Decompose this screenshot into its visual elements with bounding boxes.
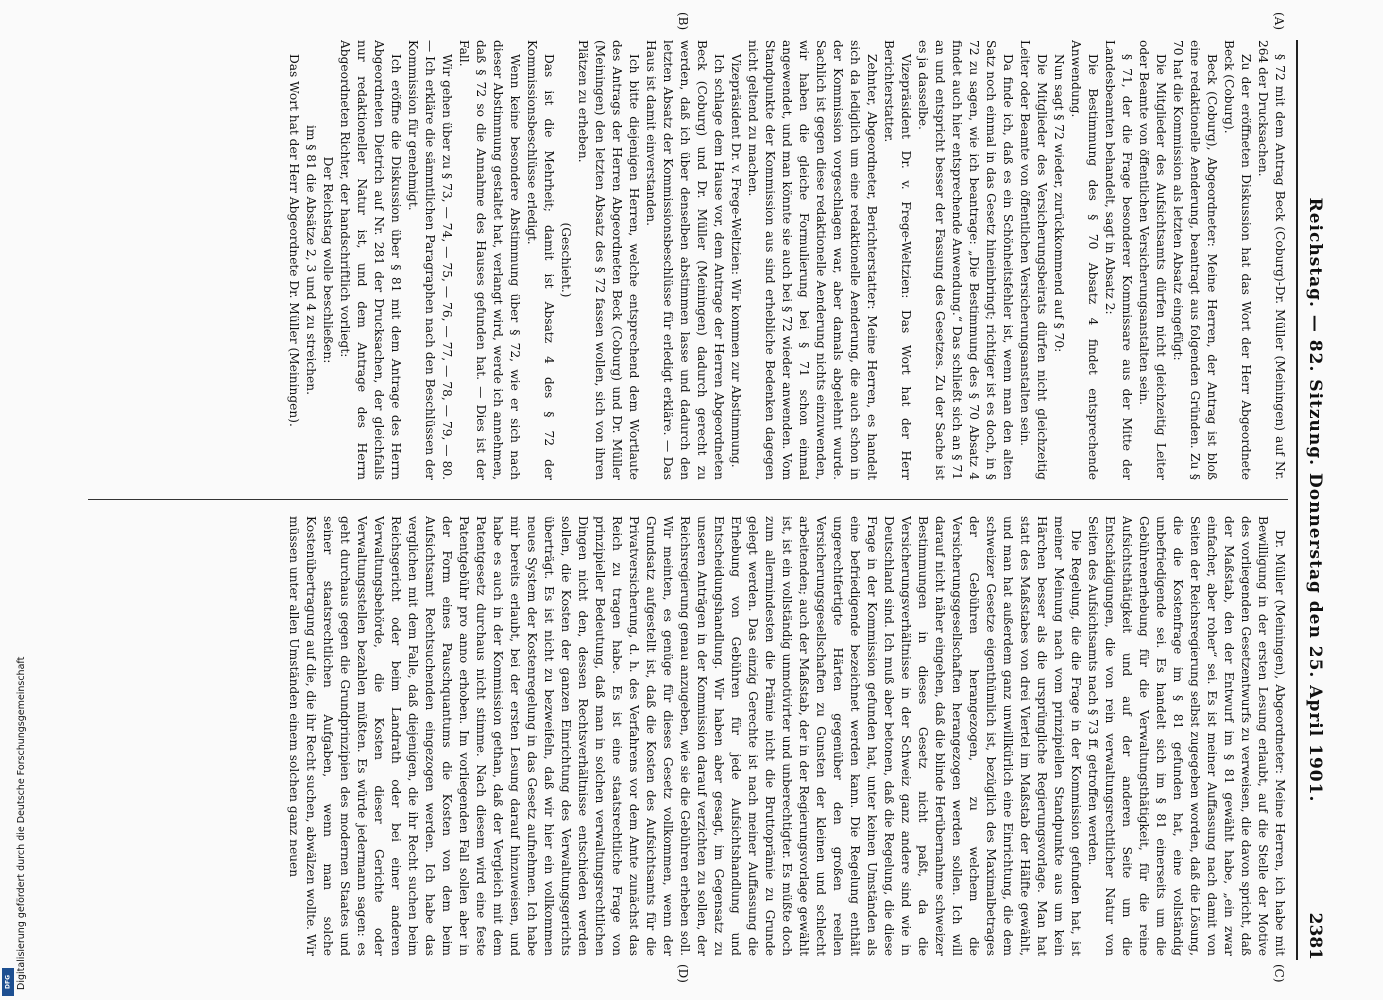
paragraph: Wenn keine besondere Abstimmung über § 72, wie er sich nach dieser Abstimmung gestaltet hat, verlangt wird, werde ich annehmen, daß § 72 so die Annahme des Hauses gefunden hat. — Dies ist der Fall. (457, 40, 522, 480)
paragraph: im § 81 die Absätze 2, 3 und 4 zu streichen. (304, 125, 318, 395)
paragraph: Nun sagt § 72 wieder, zurückkommend auf § 70: (1052, 54, 1066, 353)
page-title: Reichstag. — 82. Sitzung. Donnerstag den 25. April 1901. (1305, 197, 1325, 803)
page-number: 2381 (1305, 912, 1325, 960)
left-column (88, 40, 1288, 480)
paragraph: Vizepräsident Dr. v. Frege-Weltzien: Wir kommen zur Abstimmung. (729, 54, 743, 468)
paragraph: Ich schlage dem Hause vor, dem Antrage der Herren Abgeordneten Beck (Coburg) und Dr. Müller (Meiningen) dadurch gerecht zu werden, daß ich über denselben abstimmen lasse und dadurch den letzten Absatz der Kommissionsbeschlüsse für erledigt erkläre. — Das Haus ist damit einverstanden. (644, 40, 726, 480)
paragraph: Wir gehen über zu § 73, — 74, — 75, — 76, — 77, — 78, — 79, — 80. — Ich erkläre die sämmtlichen Paragraphen nach den Beschlüssen der Kommission für genehmigt. (406, 40, 454, 480)
margin-mark-c: (C) (1272, 964, 1286, 983)
paragraph: (Geschieht.) (559, 222, 573, 298)
paragraph: § 72 mit dem Antrag Beck (Coburg)-Dr. Müller (Meiningen) auf Nr. 264 der Drucksachen. (1256, 40, 1287, 480)
paragraph: § 71, der die Frage besonderer Kommissare aus der Mitte der Landesbeamten behandelt, sagt in Absatz 2: (1103, 40, 1134, 480)
dfg-logo-text: DFG (4, 975, 12, 990)
margin-mark-a: (A) (1272, 12, 1286, 31)
margin-mark-d: (D) (676, 964, 690, 983)
rotated-page-content (80, 12, 1330, 983)
paragraph: Die Regelung, die die Frage in der Kommission gefunden hat, ist meiner Meinung nach vom prinzipiellen Standpunkte aus um kein Härchen besser als die ursprüngliche Regierungsvorlage. Man hat statt des Maßstabes von drei Viertel im Maßstab der Hälfte gewählt, und man hat außerdem ganz unwillkürlich eine Einrichtung, die dem schweizer Gesetze eigenthümlich ist, bezüglich des Maximalbetrages der Gebühren herangezogen, zu welchem die Versicherungsgesellschaften herangezogen werden sollen. Ich will darauf nicht näher eingehen, daß die blinde Herübernahme schweizer Bestimmungen in dieses Gesetz nicht paßt, da die Versicherungsverhältnisse in der Schweiz ganz andere sind wie in Deutschland sind. Ich muß aber betonen, daß die Regelung, die diese Frage in der Kommission gefunden hat, unter keinen Umständen als eine befriedigende bezeichnet werden kann. Die Regelung enthält ungerechtfertigte Härten gegenüber den großen reellen Versicherungsgesellschaften zu Gunsten der kleinen und schlecht arbeitenden; auch der Maßstab, der in der Regierungsvorlage gewählt ist, ist ein vollständig unmotivirter und unberechtigter. Es müßte doch zum allermindesten die Prämie nicht die Bruttoprämie zu Grunde gelegt werden. Das einzig Gerechte ist nach meiner Auffassung die Erhebung von Gebühren für jede Aufsichtshandlung und Entscheidungshandlung. Wir haben aber gesagt, im Gegensatz zu unseren Anträgen in der Kommission darauf verzichten zu sollen, der Reichsregierung genau anzugeben, wie sie die Gebühren erheben soll. Wir meinten, es genüge für dieses Gesetz vollkommen, wenn der Grundsatz aufgestellt ist, daß die Kosten des Aufsichtsamts für die Privatversicherung, d. h. des Verfahrens vor dem Amte zunächst das Reich zu tragen habe. Es ist eine staatsrechtliche Frage von prinzipieller Bedeutung, daß man in solchen verwaltungsrechtlichen Dingen nicht den, dessen Rechtsverhältnisse entschieden werden sollen, die Kosten der ganzen Einrichtung des Verwaltungsgerichts überträgt. Es ist nicht zu bezweifeln, daß wir hier ein vollkommen neues System der Kostenregelung in das Gesetz aufnehmen. Ich habe mir bereits erlaubt, bei der ersten Lesung darauf hinzuweisen, und habe es auch in der Kommission gethan, daß der Vergleich mit dem Patentgesetz durchaus nicht stimme. Nach diesem wird eine feste Patentgebühr pro anno erhoben. Im vorliegenden Fall sollen aber in der Form eines Pauschquantums die Kosten von dem beim Aufsichtsamt Rechtsuchenden eingezogen werden. Ich habe das verglichen mit dem Falle, daß diejenigen, die ihr Recht suchen beim Reichsgericht oder beim Landrath oder bei einer anderen Verwaltungsbehörde, die Kosten dieser Gerichte oder Verwaltungsstellen bezahlen müßten. Es würde jedermann sagen: es geht durchaus gegen die Grundprinzipien des modernen Staates und seiner staatsrechtlichen Aufgaben, wenn man solche Kostenübertragung auf die, die ihr Recht suchen, abwälzen wollte. Wir müssen unter allen Umständen einem solchen ganz neuen (287, 516, 1083, 956)
page-header (1300, 40, 1330, 960)
paragraph: Die Mitglieder des Aufsichtsamts dürfen nicht gleichzeitig Leiter oder Beamte von öffentlichen Versicherungsanstalten sein. (1137, 40, 1168, 480)
paragraph: Zu der eröffneten Diskussion hat das Wort der Herr Abgeordnete Beck (Coburg). (1222, 40, 1253, 480)
paragraph: Ich bitte diejenigen Herren, welche entsprechend dem Wortlaute des Antrags der Herren Abgeordneten Beck (Coburg) und Dr. Müller (Meiningen) den letzten Absatz des § 72 fassen wollen, sich von ihren Plätzen zu erheben. (576, 40, 641, 480)
column-divider (88, 499, 1288, 500)
dfg-logo (2, 968, 14, 996)
paragraph: Da finde ich, daß es ein Schönheitsfehler ist, wenn man den alten Satz noch einmal in das Gesetz hineinbringt; richtiger ist es doch, in § 72 zu sagen, wie ich beantrage: „Die Bestimmung des § 70 Absatz 4 findet auch hier entsprechende Anwendung.“ Das schließt sich an § 71 an und entspricht besser der Fassung des Gesetzes. Zu der Sache ist es ja dasselbe. (916, 40, 1015, 480)
paragraph: Das ist die Mehrheit; damit ist Absatz 4 des § 72 der Kommissionsbeschlüsse erledigt. (525, 40, 556, 480)
digitization-credit (2, 600, 27, 990)
paragraph: Beck (Coburg), Abgeordneter: Meine Herren, der Antrag ist bloß eine redaktionelle Aenderung, beantragt aus folgenden Gründen. Zu § 70 hat die Kommission als letzten Absatz eingefügt: (1171, 40, 1219, 480)
paragraph: Die Bestimmung des § 70 Absatz 4 findet entsprechende Anwendung. (1069, 40, 1100, 480)
paragraph: Dr. Müller (Meiningen), Abgeordneter: Meine Herren, ich habe mit Bewilligung in der ersten Lesung erlaubt, auf die Stelle der Motive des vorliegenden Gesetzentwurfs zu verweisen, die davon spricht, daß der Maßstab, den der Entwurf im § 81 gewählt habe, „ein zwar einfacher, aber roher“ sei. Es ist meiner Auffassung nach damit von Seiten der Reichsregierung selbst zugegeben worden, daß die Lösung, die die Kostenfrage im § 81 gefunden hat, eine vollständig unbefriedigende sei. Es handelt sich im § 81 einerseits um die Gebührenerhebung für die Verwaltungsthätigkeit, für die reine Aufsichtsthätigkeit und auf der anderen Seite um die Entschädigungen, die von rein verwaltungsrechtlicher Natur von Seiten des Aufsichtsamts nach § 73 ff. getroffen werden. (1086, 516, 1287, 956)
margin-mark-b: (B) (676, 12, 690, 31)
right-column (88, 516, 1288, 956)
digitization-credit-text: Digitalisierung gefördert durch die Deutsche Forschungsgemeinschaft (16, 656, 27, 990)
paragraph: Vizepräsident Dr. v. Frege-Weltzien: Das Wort hat der Herr Berichterstatter. (882, 40, 913, 480)
paragraph: Die Mitglieder des Versicherungsbeirats dürfen nicht gleichzeitig Leiter oder Beamte von öffentlichen Versicherungsanstalten sein. (1018, 40, 1049, 480)
paragraph: Das Wort hat der Herr Abgeordnete Dr. Müller (Meiningen). (287, 54, 301, 427)
paragraph: Der Reichstag wolle beschließen: (321, 156, 335, 364)
paragraph: Zehnter, Abgeordneter, Berichterstatter: Meine Herren, es handelt sich da lediglich um eine redaktionelle Aenderung, die auch schon in der Kommission vorgeschlagen war, aber damals abgelehnt wurde. Sachlich ist gegen diese redaktionelle Aenderung nichts einzuwenden, wir haben die gleiche Formulierung bei § 71 schon einmal angewendet, und man könnte sie auch bei § 72 wieder anwenden. Vom Standpunkte der Kommission aus sind erhebliche Bedenken dagegen nicht geltend zu machen. (746, 40, 879, 480)
paragraph: Ich eröffne die Diskussion über § 81 mit dem Antrage des Herrn Abgeordneten Dietrich auf Nr. 281 der Drucksachen, der gleichfalls nur redaktioneller Natur ist, und dem Antrage des Herrn Abgeordneten Richter, der handschriftlich vorliegt: (338, 40, 403, 480)
header-rule (1296, 40, 1298, 960)
